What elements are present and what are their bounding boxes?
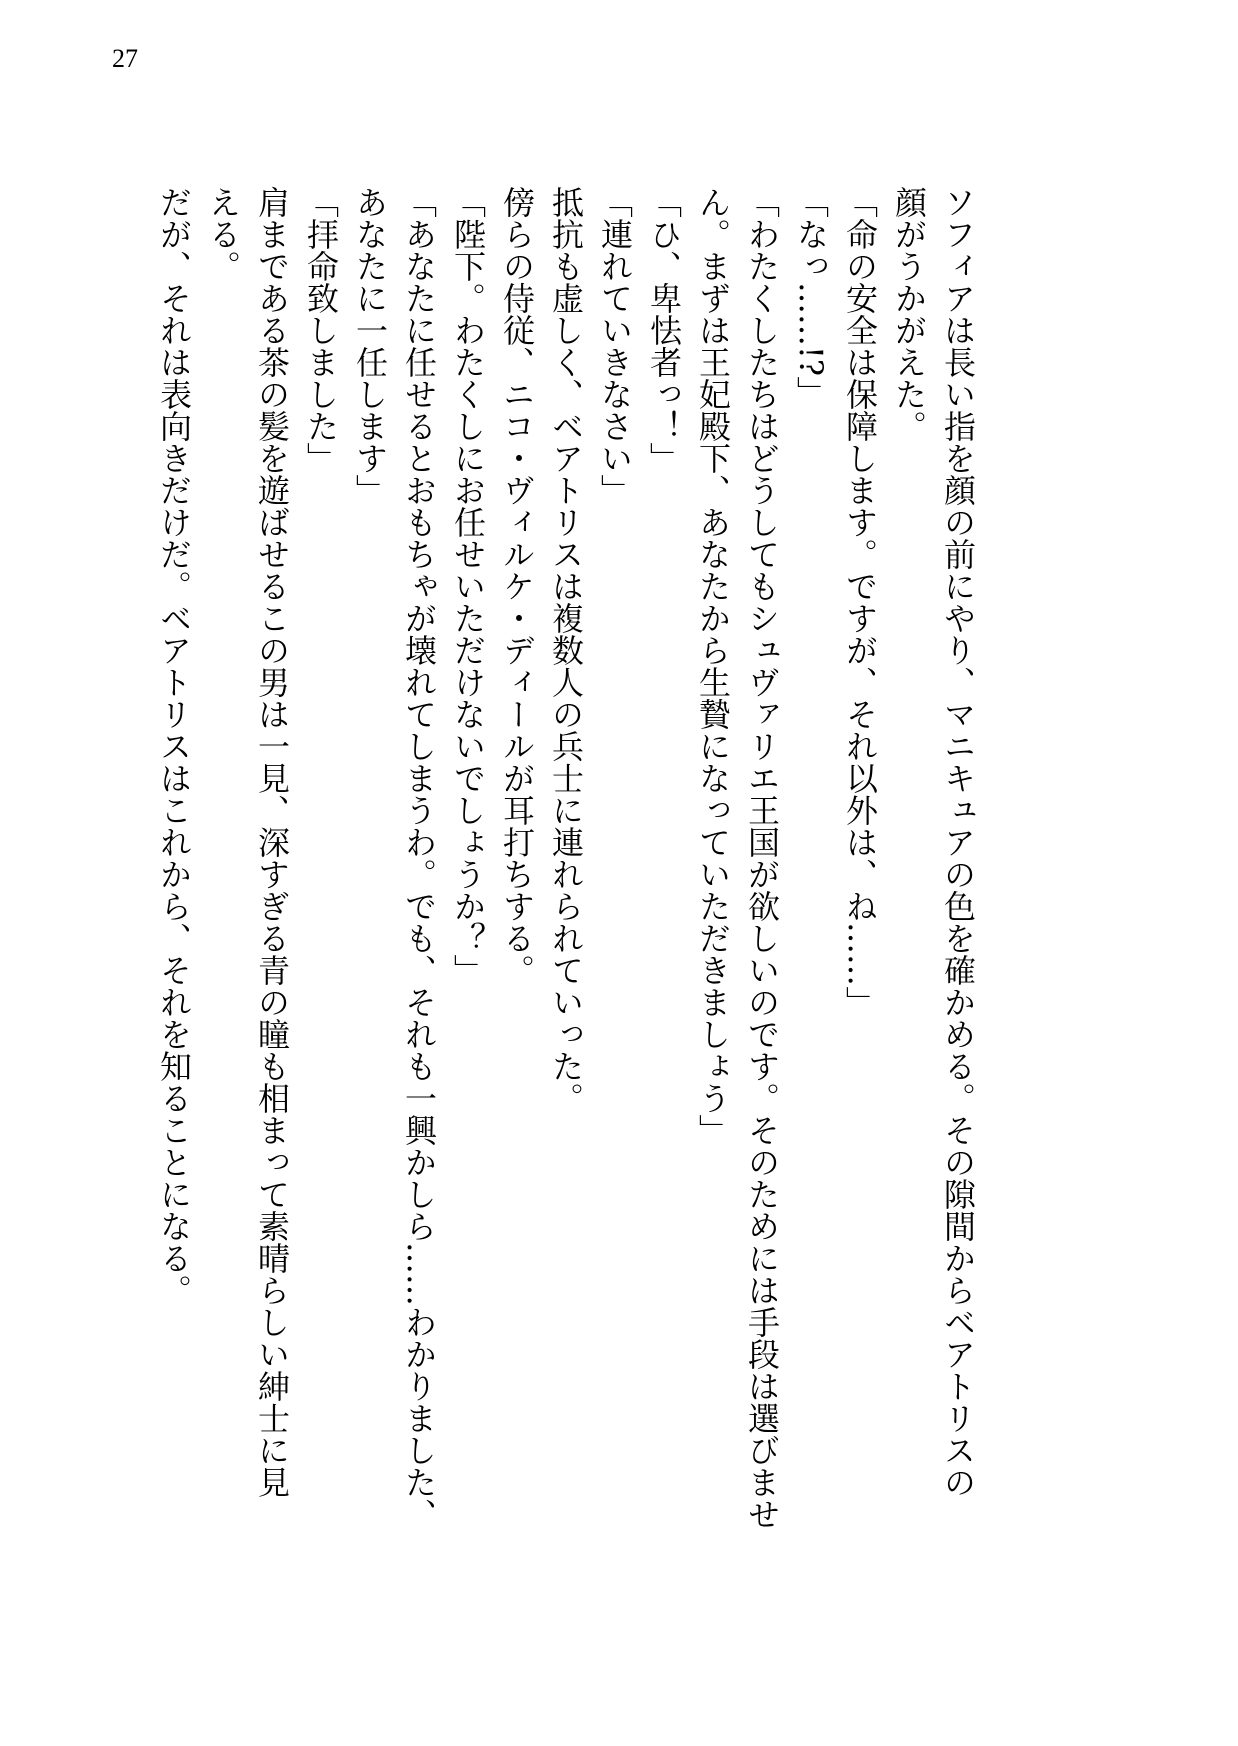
page-number: 27 [112,44,138,73]
text-line: 傍らの侍従、ニコ・ヴィルケ・ディールが耳打ちする。 [498,186,536,986]
text-line: 「陛下。わたくしにお任せいただけないでしょうか？」 [449,186,487,986]
text-line: だが、それは表向きだけだ。ベアトリスはこれから、それを知ることになる。 [155,186,193,1306]
text-line: 「あなたに任せるとおもちゃが壊れてしまうわ。でも、それも一興かしら……わかりました、 [400,186,438,1530]
text-line: ソフィアは長い指を顔の前にやり、マニキュアの色を確かめる。その隙間からベアトリスの [939,186,977,1498]
text-line: 「ひ、卑怯者っ！」 [645,186,683,474]
text-line: 顔がうかがえた。 [890,186,928,442]
text-line: 「わたくしたちはどうしてもシュヴァリエ王国が欲しいのです。そのためには手段は選びませ [743,186,781,1530]
text-line: 「命の安全は保障します。ですが、それ以外は、ね……」 [841,186,879,1018]
text-line: ん。まずは王妃殿下、あなたから生贄になっていただきましょう」 [694,186,732,1146]
text-line: 抵抗も虚しく、ベアトリスは複数人の兵士に連れられていった。 [547,186,585,1114]
text-line: 「連れていきなさい」 [596,186,634,506]
text-line: 肩まである茶の髪を遊ばせるこの男は一見、深すぎる青の瞳も相まって素晴らしい紳士に見 [253,186,291,1498]
text-line: 「拝命致しました」 [302,186,340,474]
text-line: あなたに一任します」 [351,186,389,506]
text-line: える。 [204,186,242,282]
vertical-body-text [149,186,982,1530]
text-line: 「なっ……!?」 [792,186,830,409]
